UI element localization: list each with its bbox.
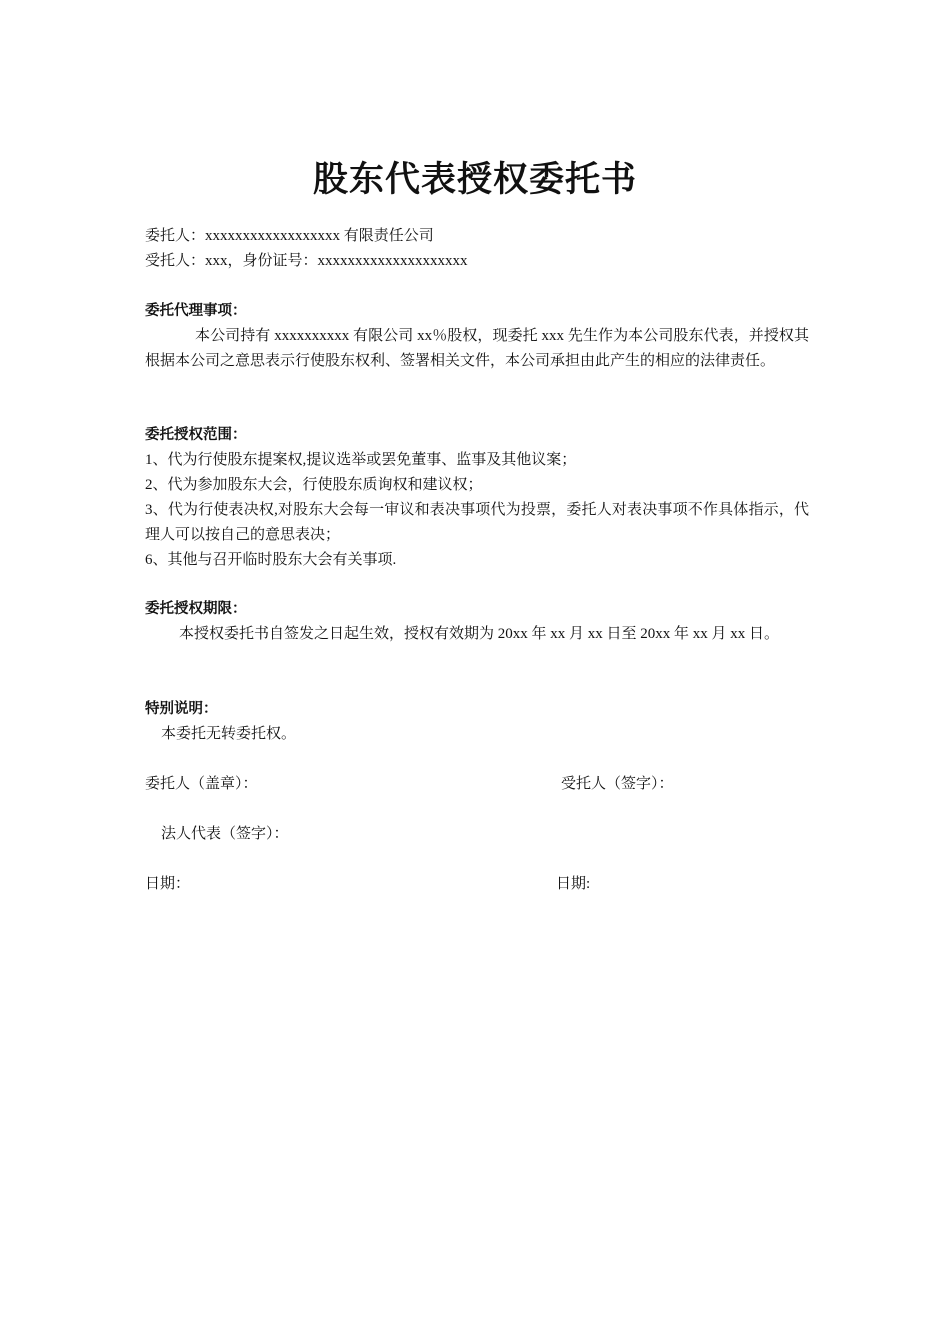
- scope-item-1: 1、代为行使股东提案权,提议选举或罢免董事、监事及其他议案；: [145, 452, 577, 468]
- scope-item-2: 2、代为参加股东大会，行使股东质询权和建议权；: [145, 477, 483, 493]
- special-body: 本委托无转委托权。: [161, 726, 297, 742]
- scope-item-3: 3、代为行使表决权,对股东大会每一审议和表决事项代为投票，委托人对表决事项不作具体指示，代理人可以按自己的意思表决；: [145, 502, 809, 543]
- matters-body: 本公司持有 xxxxxxxxxx 有限公司 xx％股权，现委托 xxx 先生作为本公司股东代表，并授权其根据本公司之意思表示行使股东权利、签署相关文件，本公司承担由此产生的相应的法律责任。: [145, 328, 809, 369]
- agent-sign-label: 受托人（签字）：: [561, 776, 674, 792]
- term-heading: 委托授权期限：: [145, 601, 247, 617]
- matters-heading: 委托代理事项：: [145, 303, 247, 319]
- term-body: 本授权委托书自签发之日起生效，授权有效期为 20xx 年 xx 月 xx 日至 20xx 年 xx 月 xx 日。: [179, 626, 780, 642]
- principal-line: 委托人：xxxxxxxxxxxxxxxxxx 有限责任公司: [145, 228, 434, 244]
- legal-rep-label: 法人代表（签字）：: [161, 826, 289, 842]
- date-right-label: 日期:: [556, 876, 591, 892]
- agent-line: 受托人：xxx，身份证号：xxxxxxxxxxxxxxxxxxxx: [145, 253, 468, 269]
- scope-heading: 委托授权范围：: [145, 427, 247, 443]
- principal-seal-label: 委托人（盖章）：: [145, 776, 258, 792]
- special-heading: 特别说明：: [145, 701, 218, 717]
- date-left-label: 日期：: [145, 876, 191, 892]
- document-title: 股东代表授权委托书: [312, 160, 637, 200]
- scope-item-6: 6、其他与召开临时股东大会有关事项.: [145, 552, 397, 568]
